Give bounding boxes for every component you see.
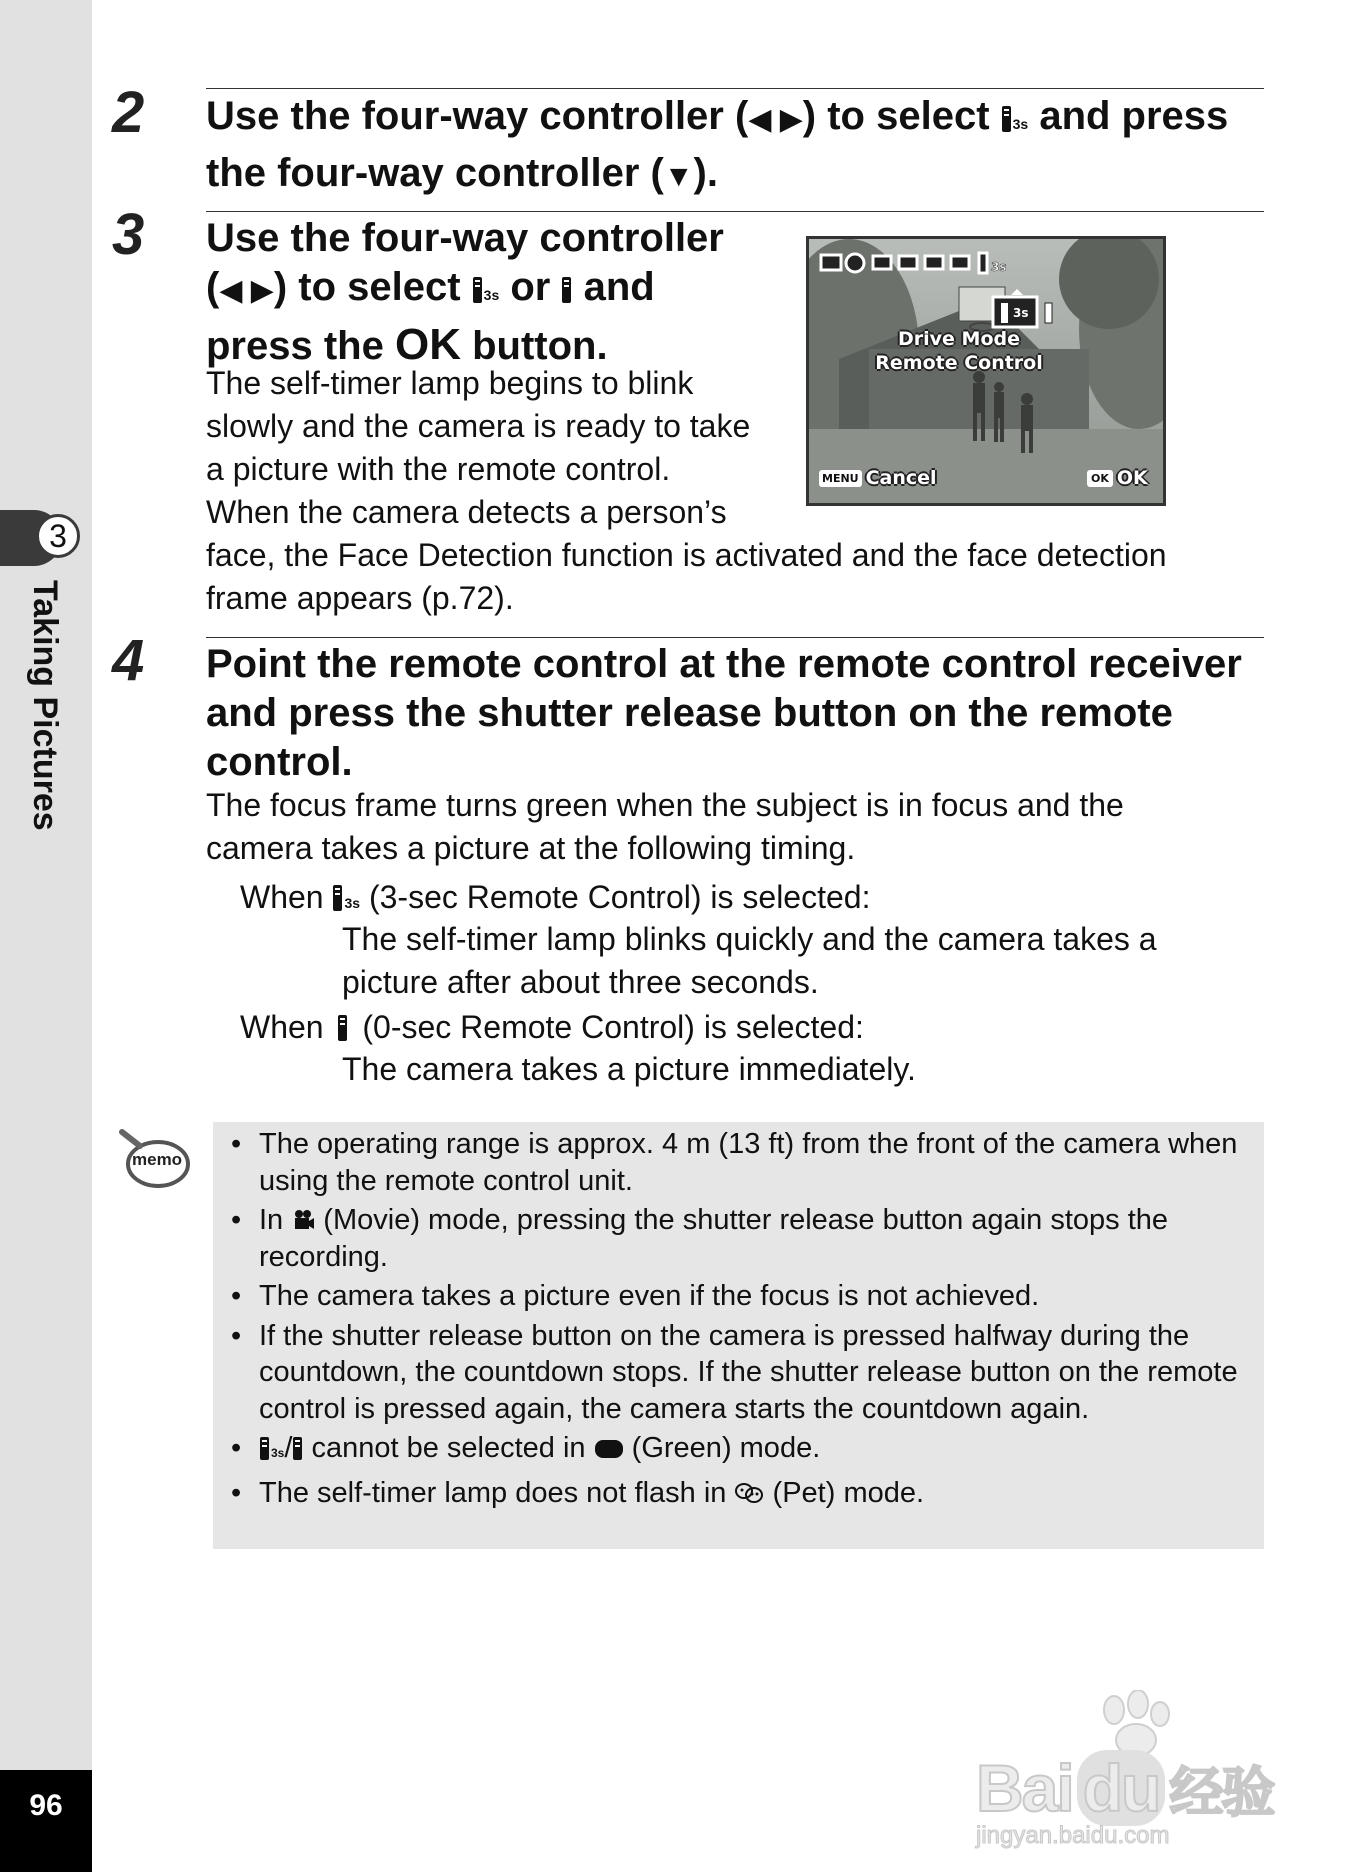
remote-control-icon — [292, 1432, 303, 1464]
memo-item: • If the shutter release button on the camera is pressed halfway during the countdown, the countdown stops. If the shutter release button on the remote control is pressed again, the camera starts the countdown again. — [231, 1319, 1238, 1425]
divider-rule — [206, 88, 1264, 89]
divider-rule — [206, 211, 1264, 212]
remote-control-icon — [332, 1009, 353, 1045]
svg-text:3s: 3s — [991, 260, 1007, 274]
sidebar — [0, 0, 92, 1872]
down-arrow-icon: ▼ — [663, 160, 694, 193]
memo-item: • 3s/ cannot be selected in (Green) mode. — [231, 1432, 821, 1464]
remote-control-3s-icon: 3s — [1001, 94, 1029, 138]
memo-box — [213, 1122, 1264, 1549]
when-3s-line: When 3s (3-sec Remote Control) is selected: — [240, 879, 871, 915]
memo-item: • The self-timer lamp does not flash in (Pet) mode. — [231, 1476, 925, 1509]
memo-list — [231, 1126, 1249, 1514]
memo-item: • In (Movie) mode, pressing the shutter release button again stops the recording. — [231, 1204, 1169, 1273]
chapter-title: Taking Pictures — [26, 580, 64, 831]
ok-button-label: OK — [394, 320, 461, 369]
drive-mode-icons — [819, 251, 1029, 275]
step-4-heading: Point the remote control at the remote control receiver and press the shutter release button on the remote control. — [206, 642, 1242, 784]
step-3-heading: Use the four-way controller (◀ ▶) to select 3s or and press the OK button. — [206, 216, 724, 369]
remote-control-3s-icon: 3s — [332, 879, 360, 915]
step-2-heading: Use the four-way controller (◀ ▶) to select 3s and press the four-way controller (▼). — [206, 94, 1229, 195]
memo-icon: memo — [118, 1128, 190, 1190]
divider-rule — [206, 637, 1264, 638]
movie-mode-icon — [291, 1204, 315, 1236]
camera-lcd-screenshot — [806, 236, 1166, 506]
remote-mode-selector: 3s — [989, 289, 1059, 329]
green-mode-icon — [594, 1432, 624, 1464]
when-0s-line: When (0-sec Remote Control) is selected: — [240, 1009, 864, 1045]
left-right-arrows-icon: ◀ ▶ — [219, 274, 274, 307]
pet-mode-icon — [734, 1477, 764, 1509]
step-3-body: The self-timer lamp begins to blink slowly and the camera is ready to take a picture with the remote control. When the camera detects a person’s face, the Face Detection function is activated and the face detection frame appears (p.72). — [206, 365, 1167, 616]
ok-softkey: OK OK — [1087, 467, 1148, 489]
cancel-softkey: MENU Cancel — [819, 467, 937, 489]
drive-mode-label: Drive Mode Remote Control — [875, 328, 1043, 374]
remote-control-3s-icon: 3s — [259, 1432, 284, 1464]
step-4-intro: The focus frame turns green when the subject is in focus and the camera takes a picture at the following timing. — [206, 787, 1124, 866]
drive-mode-icons-row — [819, 251, 1029, 275]
remote-control-3s-icon: 3s — [472, 265, 500, 309]
step-2-number: 2 — [112, 80, 145, 145]
step-3-number: 3 — [112, 202, 145, 267]
memo-item: • The operating range is approx. 4 m (13 ft) from the front of the camera when using the remote control unit. — [231, 1128, 1238, 1197]
remote-control-icon — [561, 265, 572, 309]
when-3s-description: The self-timer lamp blinks quickly and the camera takes a picture after about three seconds. — [342, 921, 1157, 1000]
memo-item: • The camera takes a picture even if the focus is not achieved. — [231, 1280, 1040, 1312]
page-number: 96 — [0, 1770, 92, 1872]
chapter-tab — [0, 510, 92, 566]
baidu-jingyan-watermark: Bai du 经验 jingyan.baidu.com — [976, 1690, 1296, 1850]
chapter-number: 3 — [36, 514, 80, 558]
step-4-number: 4 — [112, 628, 145, 693]
when-0s-description: The camera takes a picture immediately. — [342, 1051, 916, 1087]
left-right-arrows-icon: ◀ ▶ — [748, 103, 803, 136]
